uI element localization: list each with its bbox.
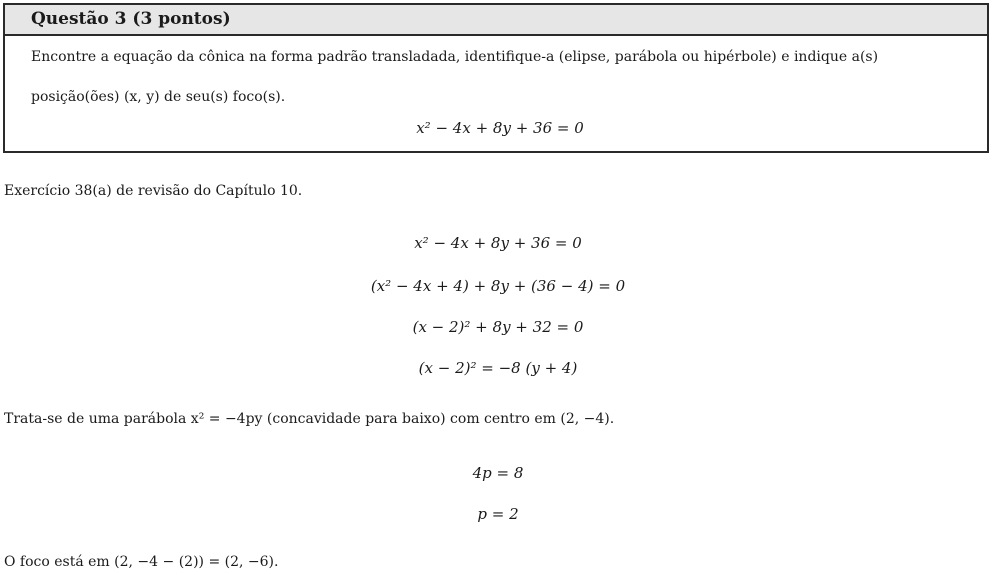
solution-step-2: (x² − 4x + 4) + 8y + (36 − 4) = 0	[370, 277, 626, 295]
solution-step-4: (x − 2)² = −8 (y + 4)	[418, 359, 578, 377]
conclusion-text: Trata-se de uma parábola x² = −4py (concavidade para baixo) com centro em (2, −4).	[4, 411, 615, 427]
focus-text: O foco está em (2, −4 − (2)) = (2, −6).	[4, 554, 279, 570]
question-statement-line-1: Encontre a equação da cônica na forma padrão transladada, identifique-a (elipse, parábola ou hipérbole) e indique a(s)	[31, 49, 879, 65]
solution-step-3: (x − 2)² + 8y + 32 = 0	[412, 318, 584, 336]
question-header: Questão 3 (3 pontos)	[5, 5, 987, 36]
exercise-reference: Exercício 38(a) de revisão do Capítulo 10.	[4, 183, 303, 199]
question-statement-line-2: posição(ões) (x, y) de seu(s) foco(s).	[31, 89, 286, 105]
question-equation: x² − 4x + 8y + 36 = 0	[416, 119, 584, 137]
p-step-1: 4p = 8	[472, 464, 524, 482]
p-step-2: p = 2	[477, 505, 519, 523]
question-box	[3, 3, 989, 153]
solution-step-1: x² − 4x + 8y + 36 = 0	[414, 234, 582, 252]
